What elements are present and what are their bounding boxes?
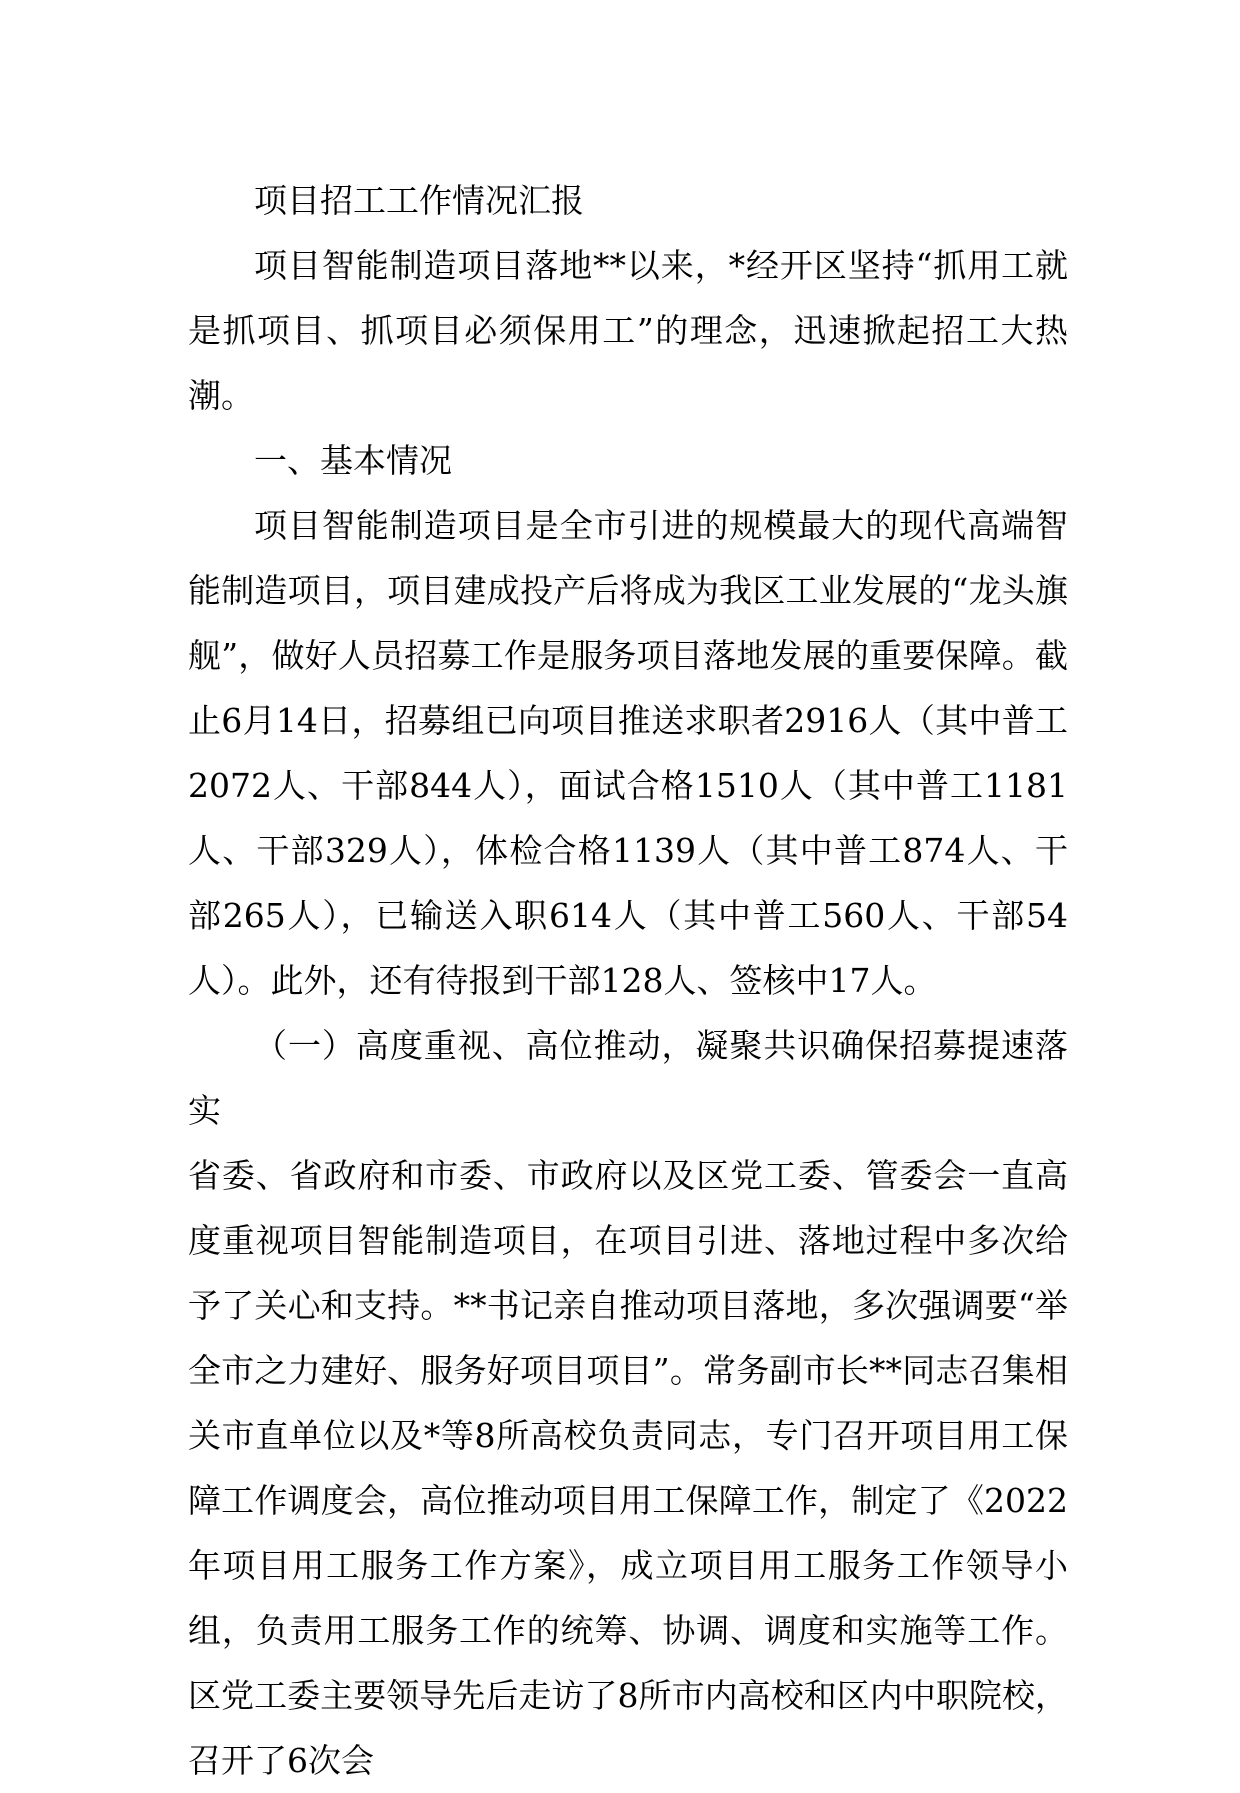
document-body [188, 168, 1068, 1793]
document-title: 项目招工工作情况汇报 [254, 181, 584, 220]
intro-paragraph: 项目智能制造项目落地**以来，*经开区坚持“抓用工就是抓项目、抓项目必须保用工”的理念，迅速掀起招工大热潮。 [188, 246, 1068, 415]
section-heading-basic-situation: 一、基本情况 [254, 441, 452, 480]
subsection-1-paragraph: 省委、省政府和市委、市政府以及区党工委、管委会一直高度重视项目智能制造项目，在项目引进、落地过程中多次给予了关心和支持。**书记亲自推动项目落地，多次强调要“举全市之力建好、服务好项目项目”。常务副市长**同志召集相关市直单位以及*等8所高校负责同志，专门召开项目用工保障工作调度会，高位推动项目用工保障工作，制定了《2022年项目用工服务工作方案》，成立项目用工服务工作领导小组，负责用工服务工作的统筹、协调、调度和实施等工作。区党工委主要领导先后走访了8所市内高校和区内中职院校，召开了6次会 [188, 1156, 1068, 1780]
basic-situation-paragraph: 项目智能制造项目是全市引进的规模最大的现代高端智能制造项目，项目建成投产后将成为我区工业发展的“龙头旗舰”，做好人员招募工作是服务项目落地发展的重要保障。截止6月14日，招募组已向项目推送求职者2916人（其中普工2072人、干部844人），面试合格1510人（其中普工1181人、干部329人），体检合格1139人（其中普工874人、干部265人），已输送入职614人（其中普工560人、干部54人）。此外，还有待报到干部128人、签核中17人。 [188, 506, 1068, 1000]
subsection-heading-1: （一）高度重视、高位推动，凝聚共识确保招募提速落实 [188, 1026, 1068, 1130]
